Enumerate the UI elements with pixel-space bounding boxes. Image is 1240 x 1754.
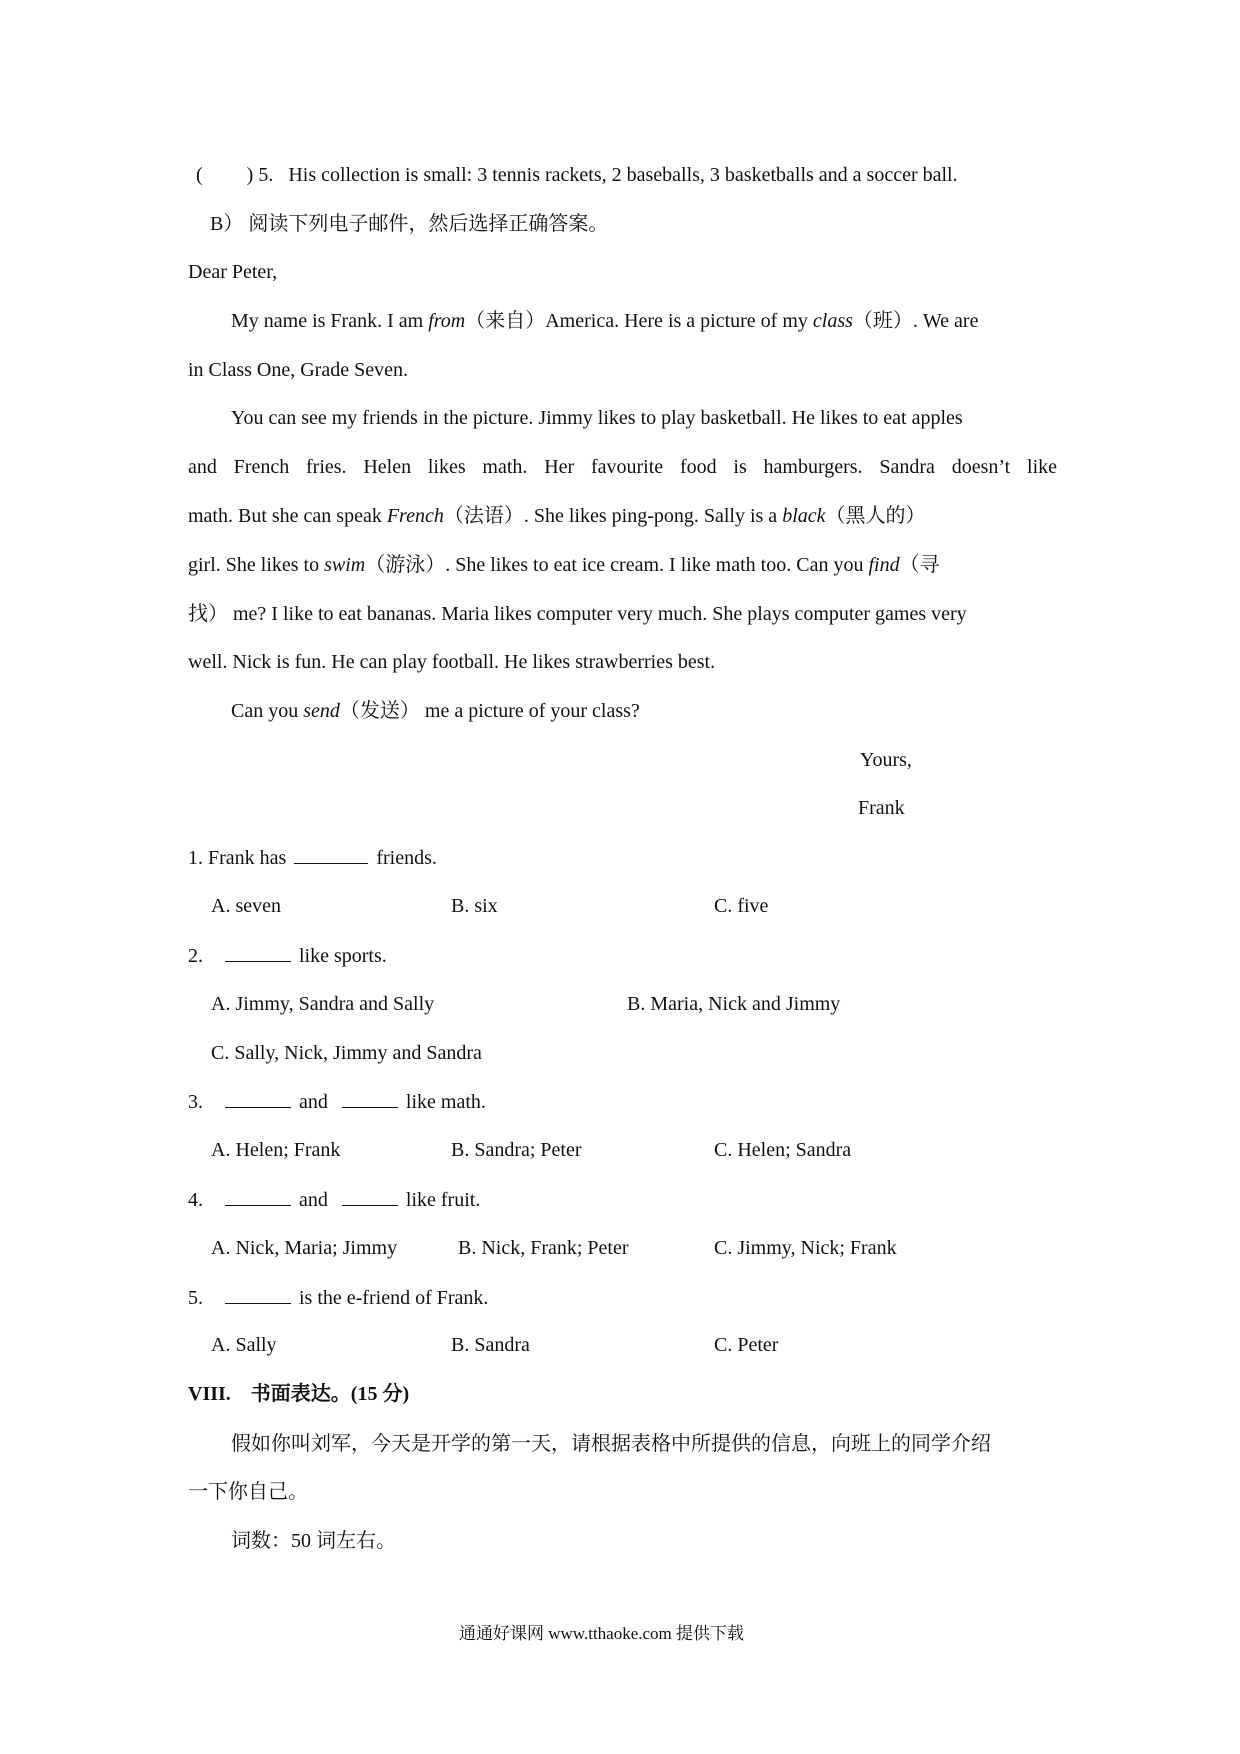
question-number: 2. xyxy=(188,945,203,967)
q4-option-c: C. Jimmy, Nick; Frank xyxy=(714,1237,897,1259)
letter-p2-line6: well. Nick is fun. He can play football. He likes strawberries best. xyxy=(188,651,716,673)
answer-blank xyxy=(225,1185,291,1206)
letter-closing: Yours, xyxy=(860,749,912,771)
answer-blank xyxy=(342,1087,398,1108)
section-viii-heading xyxy=(188,1380,409,1408)
question-a5 xyxy=(196,161,958,189)
q3-option-c: C. Helen; Sandra xyxy=(714,1139,852,1161)
answer-blank xyxy=(225,1087,291,1108)
q3-option-a: A. Helen; Frank xyxy=(211,1139,341,1161)
page-footer: 通通好课网 www.tthaoke.com 提供下载 xyxy=(459,1624,745,1643)
letter-p2-line2: and French fries. Helen likes math. Her favourite food is hamburgers. Sandra doesn’t like xyxy=(188,456,1057,478)
word-from: from xyxy=(428,310,466,332)
letter-p2-line3 xyxy=(188,502,926,530)
section-number: VIII. xyxy=(188,1383,231,1405)
q5-option-c: C. Peter xyxy=(714,1334,779,1356)
word-black: black xyxy=(782,505,826,527)
question-3 xyxy=(188,1087,486,1116)
writing-task-line2: 一下你自己。 xyxy=(188,1481,308,1503)
answer-paren-open: ( xyxy=(196,164,203,186)
text-run: math. But she can speak xyxy=(188,505,387,527)
q1-option-c: C. five xyxy=(714,895,769,917)
q2-option-a: A. Jimmy, Sandra and Sally xyxy=(211,993,435,1015)
answer-blank xyxy=(225,1283,291,1304)
letter-p1-line2: in Class One, Grade Seven. xyxy=(188,359,408,381)
q4-option-a: A. Nick, Maria; Jimmy xyxy=(211,1237,398,1259)
question-5 xyxy=(188,1283,488,1312)
q3-option-b: B. Sandra; Peter xyxy=(451,1139,582,1161)
text-run: （来自）America. Here is a picture of my xyxy=(465,310,813,332)
question-stem: Frank has xyxy=(208,847,287,869)
q1-option-b: B. six xyxy=(451,895,498,917)
q5-option-b: B. Sandra xyxy=(451,1334,530,1356)
text-run: （法语）. She likes ping-pong. Sally is a xyxy=(443,505,783,527)
letter-p2-line5: 找） me? I like to eat bananas. Maria likes computer very much. She plays computer games very xyxy=(188,603,967,625)
question-number: 4. xyxy=(188,1189,203,1211)
word-send: send xyxy=(303,700,340,722)
letter-p1-line1 xyxy=(231,307,978,335)
question-stem: and xyxy=(299,1091,328,1113)
question-stem: like math. xyxy=(405,1091,486,1113)
question-number: 1. xyxy=(188,847,203,869)
letter-p2-line4 xyxy=(188,551,940,579)
question-stem: is the e-friend of Frank. xyxy=(299,1287,489,1309)
q4-option-b: B. Nick, Frank; Peter xyxy=(458,1237,629,1259)
text-run: （发送） me a picture of your class? xyxy=(339,700,640,722)
text-run: （寻 xyxy=(899,554,940,576)
word-french: French xyxy=(386,505,444,527)
answer-blank xyxy=(225,941,291,962)
answer-blank xyxy=(294,843,368,864)
question-number: 5. xyxy=(188,1287,203,1309)
word-swim: swim xyxy=(324,554,366,576)
text-run: （游泳）. She likes to eat ice cream. I like math too. Can you xyxy=(365,554,869,576)
answer-blank xyxy=(342,1185,398,1206)
q1-option-a: A. seven xyxy=(211,895,281,917)
word-class: class xyxy=(812,310,853,332)
text-run: Can you xyxy=(231,700,304,722)
answer-paren-close: ) xyxy=(246,164,254,186)
text-run: My name is Frank. I am xyxy=(231,310,429,332)
question-number: 5. xyxy=(258,164,274,186)
question-4 xyxy=(188,1185,480,1214)
text-run: （黑人的） xyxy=(825,505,926,527)
question-text: His collection is small: 3 tennis rackets, 2 baseballs, 3 basketballs and a soccer ball. xyxy=(288,164,958,186)
question-stem: and xyxy=(299,1189,328,1211)
question-stem: like fruit. xyxy=(405,1189,481,1211)
text-run: （班）. We are xyxy=(852,310,979,332)
question-1 xyxy=(188,843,437,872)
word-find: find xyxy=(868,554,900,576)
letter-salutation: Dear Peter, xyxy=(188,261,278,283)
q5-option-a: A. Sally xyxy=(211,1334,277,1356)
part-b-heading: B） 阅读下列电子邮件，然后选择正确答案。 xyxy=(210,213,609,235)
question-stem: friends. xyxy=(376,847,437,869)
q2-option-c: C. Sally, Nick, Jimmy and Sandra xyxy=(211,1042,482,1064)
question-number: 3. xyxy=(188,1091,203,1113)
question-2 xyxy=(188,941,387,970)
word-count-requirement: 词数：50 词左右。 xyxy=(231,1530,396,1552)
writing-task-line1: 假如你叫刘军，今天是开学的第一天，请根据表格中所提供的信息，向班上的同学介绍 xyxy=(231,1433,991,1455)
text-run: girl. She likes to xyxy=(188,554,325,576)
letter-p3 xyxy=(231,697,640,725)
letter-signature: Frank xyxy=(858,797,905,819)
question-stem: like sports. xyxy=(299,945,387,967)
letter-p2-line1: You can see my friends in the picture. Jimmy likes to play basketball. He likes to eat apples xyxy=(231,407,963,429)
section-title: 书面表达。(15 分) xyxy=(250,1383,410,1405)
q2-option-b: B. Maria, Nick and Jimmy xyxy=(627,993,841,1015)
